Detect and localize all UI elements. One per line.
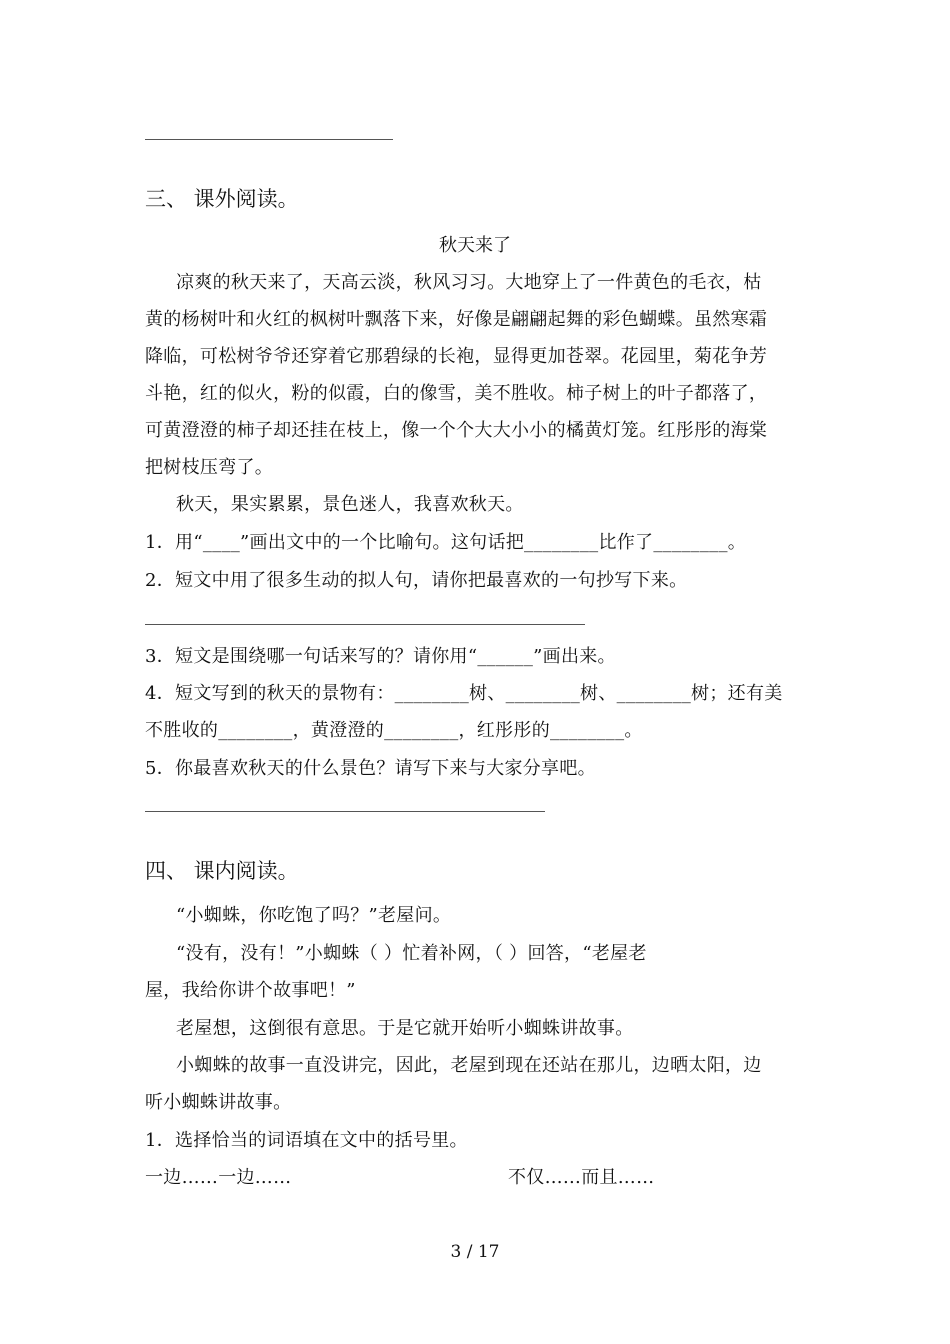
passage-line-3: 降临，可松树爷爷还穿着它那碧绿的长袍，显得更加苍翠。花园里，菊花争芳 <box>145 346 768 367</box>
passage-line-1: 凉爽的秋天来了，天高云淡，秋风习习。大地穿上了一件黄色的毛衣，枯 <box>176 272 762 293</box>
story-line-4: 老屋想，这倒很有意思。于是它就开始听小蜘蛛讲故事。 <box>176 1018 634 1039</box>
word-option-2: 不仅……而且…… <box>508 1167 655 1188</box>
question-2: 2．短文中用了很多生动的拟人句，请你把最喜欢的一句抄写下来。 <box>145 570 688 591</box>
story-line-1: “小蜘蛛，你吃饱了吗？”老屋问。 <box>176 905 452 926</box>
passage-title: 秋天来了 <box>439 235 511 256</box>
question-4-line-1: 4．短文写到的秋天的景物有：________树、________树、________树；还有美 <box>145 683 783 704</box>
question-3: 3．短文是围绕哪一句话来写的？请你用“______”画出来。 <box>145 646 616 667</box>
question-5: 5．你最喜欢秋天的什么景色？请写下来与大家分享吧。 <box>145 758 596 779</box>
story-line-5: 小蜘蛛的故事一直没讲完，因此，老屋到现在还站在那儿，边晒太阳，边 <box>176 1055 762 1076</box>
passage-paragraph-2: 秋天，果实累累，景色迷人，我喜欢秋天。 <box>176 494 524 515</box>
passage-line-4: 斗艳，红的似火，粉的似霞，白的像雪，美不胜收。柿子树上的叶子都落了， <box>145 383 768 404</box>
story-line-3: 屋，我给你讲个故事吧！” <box>145 980 356 1001</box>
page-number: 3 / 17 <box>450 1242 500 1262</box>
section-3-heading: 三、 课外阅读。 <box>145 187 299 211</box>
question-1: 1．用“____”画出文中的一个比喻句。这句话把________比作了________。 <box>145 532 747 553</box>
story-line-6: 听小蜘蛛讲故事。 <box>145 1092 292 1113</box>
section-4-heading: 四、 课内阅读。 <box>145 859 299 883</box>
passage-line-2: 黄的杨树叶和火红的枫树叶飘落下来，好像是翩翩起舞的彩色蝴蝶。虽然寒霜 <box>145 309 768 330</box>
section-4-question-1: 1．选择恰当的词语填在文中的括号里。 <box>145 1130 468 1151</box>
answer-line-q5 <box>145 811 545 812</box>
passage-line-6: 把树枝压弯了。 <box>145 457 274 478</box>
passage-line-5: 可黄澄澄的柿子却还挂在枝上，像一个个大大小小的橘黄灯笼。红彤彤的海棠 <box>145 420 768 441</box>
word-option-1: 一边……一边…… <box>145 1167 292 1188</box>
answer-line-top <box>145 139 393 140</box>
story-line-2: “没有，没有！”小蜘蛛（ ）忙着补网，（ ）回答，“老屋老 <box>176 943 647 964</box>
answer-line-q2 <box>145 624 585 625</box>
question-4-line-2: 不胜收的________，黄澄澄的________，红彤彤的________。 <box>145 720 643 741</box>
